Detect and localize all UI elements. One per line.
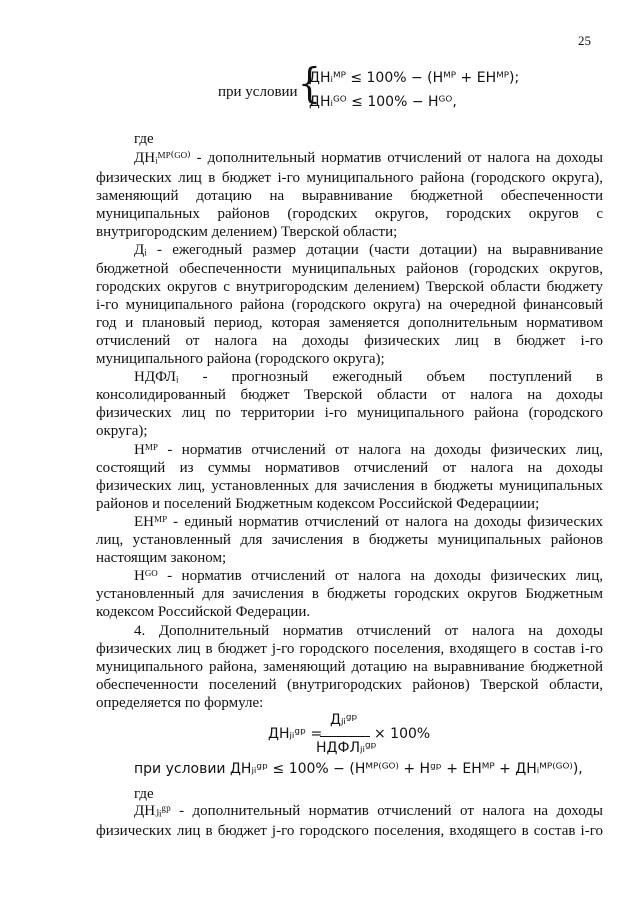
text-line: муниципального района (городского округа); bbox=[96, 351, 385, 367]
text-line: 4. Дополнительный норматив отчислений от налога на доходы bbox=[134, 622, 603, 639]
text-line: городских округов с внутригородским делением) Тверской области бюджету bbox=[96, 278, 603, 295]
formula-rhs: × 100% bbox=[374, 726, 431, 742]
page-number: 25 bbox=[578, 33, 591, 48]
brace: { bbox=[298, 60, 321, 108]
formula-denominator: НДФЛⱼᵢᵍᵖ bbox=[316, 740, 377, 756]
text-line: ДНᵢᴹᴾ⁽ᴳᴼ⁾ - дополнительный норматив отчислений от налога на доходы bbox=[134, 150, 603, 166]
text-line: год и плановый период, которая заменяется дополнительным нормативом bbox=[96, 314, 603, 331]
formula-lhs: ДНⱼᵢᵍᵖ = bbox=[268, 726, 323, 742]
text-line: физических лиц в бюджет i-го муниципального района (городского округа), bbox=[96, 170, 603, 186]
text-line: Дᵢ - ежегодный размер дотации (части дотации) на выравнивание bbox=[134, 242, 603, 259]
text-line: физических лиц в бюджет j-го городского поселения, входящего в состав i-го bbox=[96, 640, 603, 657]
text-line: муниципального района, заменяющий дотацию на выравнивание бюджетной bbox=[96, 658, 603, 675]
text-line: определяется по формуле: bbox=[96, 694, 264, 711]
text-line: ЕНᴹᴾ - единый норматив отчислений от налога на доходы физических bbox=[134, 513, 603, 530]
text-line: муниципальных районов (городских округов, городских округов с bbox=[96, 206, 603, 223]
text-line: физических лиц по территории i-го муниципального района (городского bbox=[96, 405, 603, 422]
where-label-2: где bbox=[134, 786, 154, 802]
text-line: Нᴹᴾ - норматив отчислений от налога на доходы физических лиц, bbox=[134, 441, 603, 458]
text-line: районов и поселений Бюджетным кодексом Российской Федерациии; bbox=[96, 495, 540, 512]
tail-line-2: физических лиц в бюджет j-го городского поселения, входящего в состав i-го bbox=[96, 823, 603, 839]
text-line: бюджетной обеспеченности муниципальных районов (городских округов, bbox=[96, 260, 603, 277]
text-line: лиц, установленный для зачисления в бюджеты муниципальных районов bbox=[96, 532, 603, 548]
text-line: консолидированный бюджет Тверской области от налога на доходы bbox=[96, 387, 603, 404]
text-line: кодексом Российской Федерации. bbox=[96, 604, 311, 621]
text-line: i-го муниципального района (городского округа) на очередной финансовый bbox=[96, 296, 603, 313]
formula-numerator: Дⱼᵢᵍᵖ bbox=[330, 712, 358, 728]
text-line: отчислений от налога на доходы физических лиц в бюджет i-го bbox=[96, 332, 603, 349]
condition-label: при условии bbox=[218, 84, 298, 100]
text-line: физических лиц, установленных для зачисления в бюджеты муниципальных bbox=[96, 477, 603, 494]
text-line: заменяющий дотацию на выравнивание бюджетной обеспеченности bbox=[96, 188, 603, 205]
condition-2: при условии ДНⱼᵢᵍᵖ ≤ 100% − (Нᴹᴾ⁽ᴳᴼ⁾ + Нᵍᵖ + ЕНᴹᴾ + ДНᵢᴹᴾ⁽ᴳᴼ⁾), bbox=[134, 761, 583, 777]
condition-row-1: ДНᵢᴹᴾ ≤ 100% − (Нᴹᴾ + ЕНᴹᴾ); bbox=[309, 70, 520, 86]
where-label-1: где bbox=[134, 131, 154, 147]
text-line: установленный для зачисления в бюджеты городских округов Бюджетным bbox=[96, 586, 603, 603]
text-line: НДФЛᵢ - прогнозный ежегодный объем поступлений в bbox=[134, 369, 603, 386]
text-line: настоящим законом; bbox=[96, 550, 227, 567]
text-line: состоящий из суммы нормативов отчислений от налога на доходы bbox=[96, 459, 603, 476]
text-line: округа); bbox=[96, 423, 148, 440]
tail-line-1: ДНⱼᵢᵍᵖ - дополнительный норматив отчислений от налога на доходы bbox=[134, 803, 603, 819]
text-line: внутригородским делением) Тверской области; bbox=[96, 224, 398, 241]
text-line: обеспеченности поселений (внутригородских районов) Тверской области, bbox=[96, 676, 603, 693]
fraction-bar bbox=[320, 736, 370, 737]
condition-row-2: ДНᵢᴳᴼ ≤ 100% − Нᴳᴼ, bbox=[309, 94, 457, 110]
text-line: Нᴳᴼ - норматив отчислений от налога на доходы физических лиц, bbox=[134, 568, 603, 585]
